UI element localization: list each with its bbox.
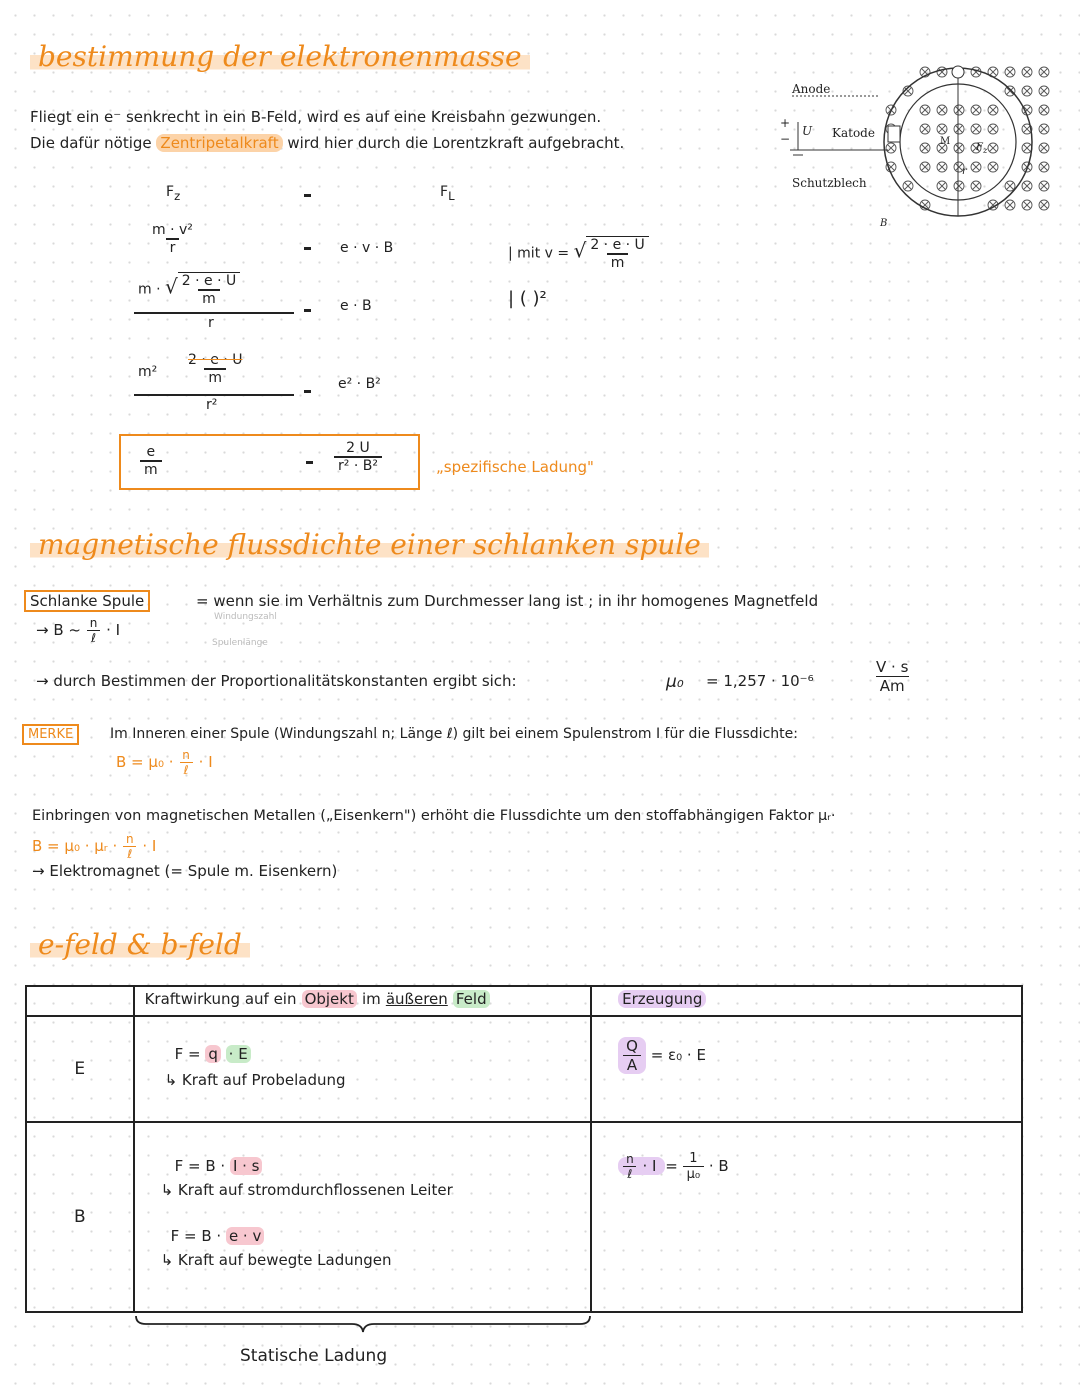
row-e-label-cell [26, 1016, 134, 1122]
row-e-force-q: q [205, 1045, 221, 1063]
mu0-symbol: μ₀ [666, 672, 684, 692]
row-e-force-desc: ↳ Kraft auf Probeladung [164, 1071, 346, 1089]
row3-den: r² [206, 397, 218, 413]
row-b-gen-frac-num: 1 [689, 1151, 698, 1166]
result-rhs-frac [334, 440, 382, 474]
row-b-force2-desc: ↳ Kraft auf bewegte Ladungen [160, 1251, 392, 1269]
intro-line-2 [30, 134, 624, 152]
fl-sub: L [448, 188, 455, 203]
schlanke-spule-box: Schlanke Spule [24, 590, 150, 612]
row-e-force-pre: F = [174, 1045, 201, 1063]
row1-note-den: m [607, 253, 629, 271]
result-lhs-den: m [140, 460, 162, 478]
iron-formula-frac [122, 832, 138, 861]
comparison-table [25, 985, 1023, 1313]
row2-note: | ( )² [508, 288, 547, 309]
row-e-force [175, 1045, 561, 1063]
result-lhs-frac [140, 444, 162, 478]
iron-formula-num: n [126, 832, 134, 846]
merke-formula-frac [178, 748, 194, 777]
spezifische-ladung-label: „spezifische Ladung" [436, 458, 594, 476]
anode-label: Anode [792, 82, 831, 96]
row-e-gen-rest: = ε₀ · E [650, 1046, 706, 1064]
row-b-gen-frac [622, 1152, 638, 1181]
table-header-row [26, 986, 1022, 1016]
row2-lhs-m: m · [138, 281, 161, 298]
constant-unit [872, 658, 912, 695]
row3-fraction-bar [134, 394, 294, 396]
row3-num: 2 · e · U [188, 352, 243, 368]
intro-line-2-pre: Die dafür nötige [30, 134, 152, 152]
fl-symbol: F [440, 184, 449, 200]
intro-line-1: Fliegt ein e⁻ senkrecht in ein B-Feld, wird es auf eine Kreisbahn gezwungen. [30, 108, 602, 126]
minus-label: − [780, 132, 791, 146]
row-e-gen [618, 1037, 706, 1074]
header-force-cell [134, 986, 592, 1016]
sqrt-sign-2: √ [165, 274, 178, 299]
schlanke-spule-definition: = wenn sie im Verhältnis zum Durchmesser lang ist ; in ihr homogenes Magnetfeld [196, 592, 819, 610]
row1-note-rad: 2 · e · U [590, 237, 645, 253]
eq-dash-4 [306, 461, 313, 464]
note-windungszahl: Windungszahl [214, 612, 277, 622]
row-b-force2-pre: F = B · [170, 1227, 222, 1245]
row1-note-pre: | mit v = [508, 245, 570, 262]
iron-core-formula [32, 832, 156, 861]
iron-formula-den: ℓ [123, 846, 136, 861]
katode-label: Katode [832, 126, 875, 140]
header-feld: Feld [453, 990, 490, 1008]
row3-frac [184, 352, 246, 386]
sqrt-sign: √ [573, 238, 587, 263]
b-field-label: B [880, 218, 888, 229]
prop-frac [86, 616, 102, 645]
statische-ladung-label: Statische Ladung [240, 1346, 388, 1366]
row-b-force1-hl: I · s [230, 1157, 263, 1175]
row2-rad-den: m [198, 289, 220, 307]
row-b-gen-tail: · B [708, 1157, 729, 1175]
x-grid [886, 67, 1049, 210]
row2-rad-frac [178, 272, 240, 307]
row-e-label: E [74, 1059, 86, 1079]
result-lhs-num: e [146, 444, 156, 460]
row2-fraction-bar [134, 312, 294, 314]
merke-label: MERKE [22, 724, 79, 745]
statische-ladung-brace [134, 1314, 592, 1336]
merke-formula-den: ℓ [180, 762, 193, 777]
eq-dash-1 [304, 247, 311, 250]
eq-dash-3 [304, 390, 311, 393]
prop-num: n [89, 616, 98, 630]
row-b-label: B [73, 1207, 86, 1227]
result-rhs-num: 2 U [346, 440, 370, 456]
constant-text: → durch Bestimmen der Proportionalitätskonstanten ergibt sich: [36, 672, 517, 690]
plus-label: + [780, 116, 791, 130]
merke-text: Im Inneren einer Spule (Windungszahl n; Länge ℓ) gilt bei einem Spulenstrom I für die Flussdichte: [110, 726, 798, 742]
iron-core-text: Einbringen von magnetischen Metallen („Eisenkern") erhöht die Flussdichte um den stoffabhängigen Faktor μᵣ· [32, 808, 836, 824]
fz-sub: z [174, 188, 181, 203]
fz-header [166, 184, 180, 203]
force-label-sub: z [982, 145, 988, 155]
result-rhs [334, 440, 382, 474]
header-erzeugung-cell [591, 986, 1022, 1016]
row-b-gen [618, 1151, 729, 1182]
prop-den: ℓ [87, 630, 100, 645]
row1-note [508, 236, 649, 271]
prop-lead: → B ~ [36, 621, 81, 639]
row1-lhs-frac [148, 222, 197, 256]
row-b-gen-frac2 [683, 1151, 704, 1182]
row3-inner-frac [184, 352, 246, 386]
row2-rad-num: 2 · e · U [181, 273, 237, 289]
prop-tail: · I [106, 621, 121, 639]
row-b-gen-frac-den: μ₀ [683, 1166, 704, 1182]
row1-rhs: e · v · B [340, 240, 394, 256]
unit-frac [872, 658, 912, 695]
voltage-label: U [802, 124, 813, 138]
row-b-gen-hl [618, 1152, 665, 1181]
result-rhs-den: r² · B² [334, 456, 382, 474]
header-aeusseren: äußeren [385, 990, 448, 1008]
row-b-label-cell [26, 1122, 134, 1312]
table-row-b [26, 1122, 1022, 1312]
electromagnet-note: → Elektromagnet (= Spule m. Eisenkern) [32, 862, 338, 880]
row1-lhs-den: r [166, 238, 180, 256]
zentripetalkraft-highlight: Zentripetalkraft [156, 134, 282, 152]
force-label [976, 142, 987, 155]
katode-block [888, 126, 900, 142]
eq-dash-2 [304, 309, 311, 312]
unit-den: Am [876, 676, 909, 695]
row-b-gen-i: · I [642, 1157, 657, 1175]
table-row-e [26, 1016, 1022, 1122]
row-e-force-cell [134, 1016, 592, 1122]
eq-dash-0 [304, 194, 311, 197]
constant-value: = 1,257 · 10⁻⁶ [706, 672, 814, 690]
row-b-force2-hl: e · v [226, 1227, 264, 1245]
row3-m: m² [138, 364, 158, 380]
row1-lhs-num: m · v² [152, 222, 193, 238]
row-b-gen-eq: = [665, 1157, 678, 1175]
proportionality [36, 616, 120, 645]
note-spulenlaenge: Spulenlänge [212, 638, 268, 648]
iron-formula-pre: B = μ₀ · μᵣ · [32, 837, 118, 855]
header-objekt: Objekt [302, 990, 357, 1008]
electron-marker [952, 66, 964, 78]
center-label: M [940, 136, 951, 147]
row-e-gen-num: Q [626, 1037, 638, 1055]
row2-den: r [208, 315, 214, 331]
row-e-force-post: · E [226, 1045, 251, 1063]
merke-formula-pre: B = μ₀ · [116, 753, 174, 771]
section-title-elektronenmasse: bestimmung der elektronenmasse [30, 40, 530, 73]
row3-rhs: e² · B² [338, 376, 381, 392]
unit-num: V · s [876, 658, 909, 676]
merke-formula [116, 748, 213, 777]
header-erzeugung: Erzeugung [618, 990, 706, 1008]
electron-tube-diagram [778, 62, 1068, 240]
row-b-force-cell [134, 1122, 592, 1312]
row-b-force2 [171, 1227, 565, 1245]
row-e-gen-frac [618, 1037, 646, 1074]
merke-formula-num: n [182, 748, 190, 762]
schutzblech-label: Schutzblech [792, 176, 867, 190]
header-empty-cell [26, 986, 134, 1016]
row-b-gen-cell [591, 1122, 1022, 1312]
section-title-flussdichte: magnetische flussdichte einer schlanken spule [30, 528, 709, 561]
row-b-force1-pre: F = B · [174, 1157, 226, 1175]
row-b-gen-num: n [626, 1152, 634, 1166]
row2-lhs [138, 272, 240, 307]
row1-note-frac [586, 236, 648, 271]
fl-header [440, 184, 455, 203]
result-lhs [140, 444, 162, 478]
merke-formula-post: · I [198, 753, 213, 771]
row-b-force1-desc: ↳ Kraft auf stromdurchflossenen Leiter [160, 1181, 453, 1199]
row-b-force1 [175, 1157, 565, 1175]
fz-symbol: F [166, 184, 175, 200]
header-im: im [361, 990, 381, 1008]
row-b-gen-den: ℓ [623, 1166, 636, 1181]
force-label-f: F [976, 142, 983, 153]
intro-line-2-post: wird hier durch die Lorentzkraft aufgebracht. [287, 134, 625, 152]
row2-rhs: e · B [340, 298, 372, 314]
section-title-e-b-feld: e-feld & b-feld [30, 928, 250, 961]
row-e-gen-cell [591, 1016, 1022, 1122]
row-e-gen-den: A [623, 1055, 641, 1074]
row3-inner-den: m [204, 368, 226, 386]
header-force-pre: Kraftwirkung auf ein [144, 990, 297, 1008]
row1-lhs [148, 222, 197, 256]
radius-label: r [962, 166, 967, 177]
iron-formula-post: · I [142, 837, 157, 855]
